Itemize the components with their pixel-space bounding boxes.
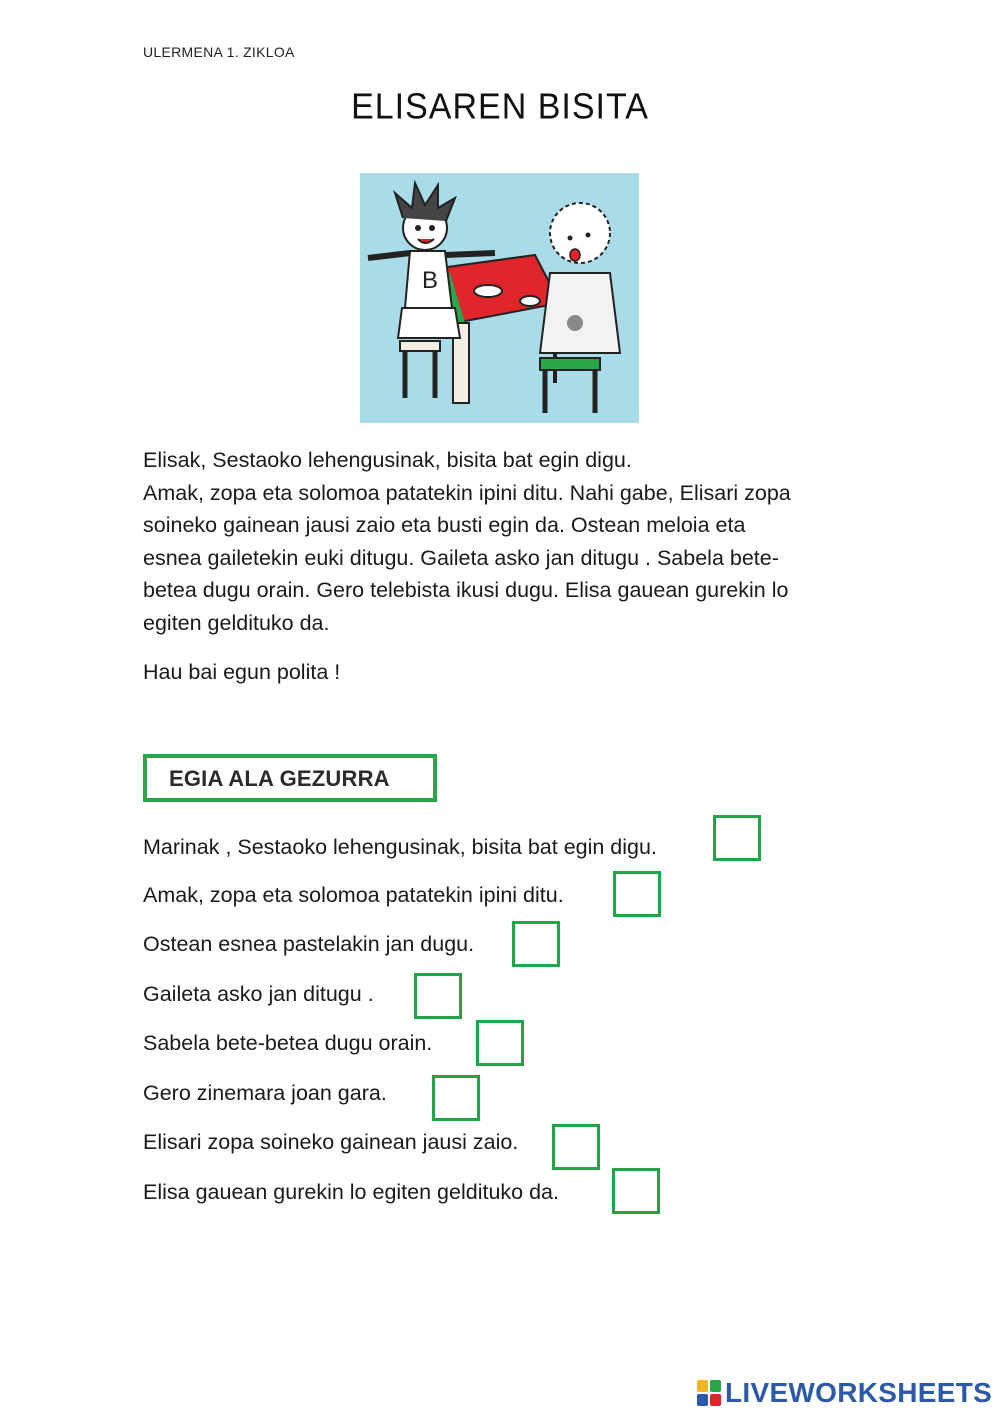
statement-text: Gero zinemara joan gara.: [143, 1081, 387, 1105]
statement-row: [143, 835, 657, 860]
brand-name: LIVEWORKSHEETS: [725, 1377, 993, 1408]
answer-box[interactable]: [612, 1168, 660, 1214]
story-line: Elisak, Sestaoko lehengusinak, bisita bat egin digu.: [143, 448, 632, 472]
section-heading: EGIA ALA GEZURRA: [169, 766, 390, 791]
statement-text: Marinak , Sestaoko lehengusinak, bisita bat egin digu.: [143, 835, 657, 859]
story-illustration: [360, 173, 639, 423]
liveworksheets-logo-icon: [697, 1380, 721, 1406]
statement-row: [143, 1081, 387, 1106]
illustration-girls-at-table-icon: [360, 173, 639, 423]
story-line: betea dugu orain. Gero telebista ikusi dugu. Elisa gauean gurekin lo: [143, 578, 789, 602]
answer-box[interactable]: [512, 921, 560, 967]
story-line: egiten geldituko da.: [143, 610, 330, 635]
liveworksheets-brand[interactable]: [697, 1377, 992, 1409]
answer-box[interactable]: [476, 1020, 524, 1066]
statement-text: Elisari zopa soineko gainean jausi zaio.: [143, 1130, 519, 1154]
statement-row: [143, 932, 474, 957]
answer-box[interactable]: [414, 973, 462, 1019]
statement-row: [143, 1031, 432, 1056]
statement-text: Elisa gauean gurekin lo egiten geldituko da.: [143, 1180, 559, 1204]
story-line: soineko gainean jausi zaio eta busti egin da. Ostean meloia eta: [143, 513, 746, 537]
statement-row: [143, 1180, 559, 1205]
story-line: Amak, zopa eta solomoa patatekin ipini ditu. Nahi gabe, Elisari zopa: [143, 480, 791, 505]
statement-row: [143, 883, 564, 908]
section-heading-box: [143, 754, 437, 802]
statement-text: Sabela bete-betea dugu orain.: [143, 1031, 433, 1055]
answer-box[interactable]: [713, 815, 761, 861]
story-line: esnea gailetekin euki ditugu. Gaileta asko jan ditugu . Sabela bete-: [143, 545, 779, 570]
statement-text: Amak, zopa eta solomoa patatekin ipini ditu.: [143, 883, 564, 907]
story-text: [143, 444, 863, 689]
answer-box[interactable]: [613, 871, 661, 917]
page-header-label: ULERMENA 1. ZIKLOA: [143, 44, 295, 60]
statement-text: Ostean esnea pastelakin jan dugu.: [143, 932, 475, 956]
answer-box[interactable]: [432, 1075, 480, 1121]
statement-row: [143, 1130, 518, 1155]
story-closing: Hau bai egun polita !: [143, 660, 341, 684]
statement-row: [143, 982, 374, 1007]
svg-text:B: B: [422, 267, 439, 294]
statement-text: Gaileta asko jan ditugu .: [143, 982, 374, 1006]
page-title: ELISAREN BISITA: [351, 87, 649, 127]
answer-box[interactable]: [552, 1124, 600, 1170]
